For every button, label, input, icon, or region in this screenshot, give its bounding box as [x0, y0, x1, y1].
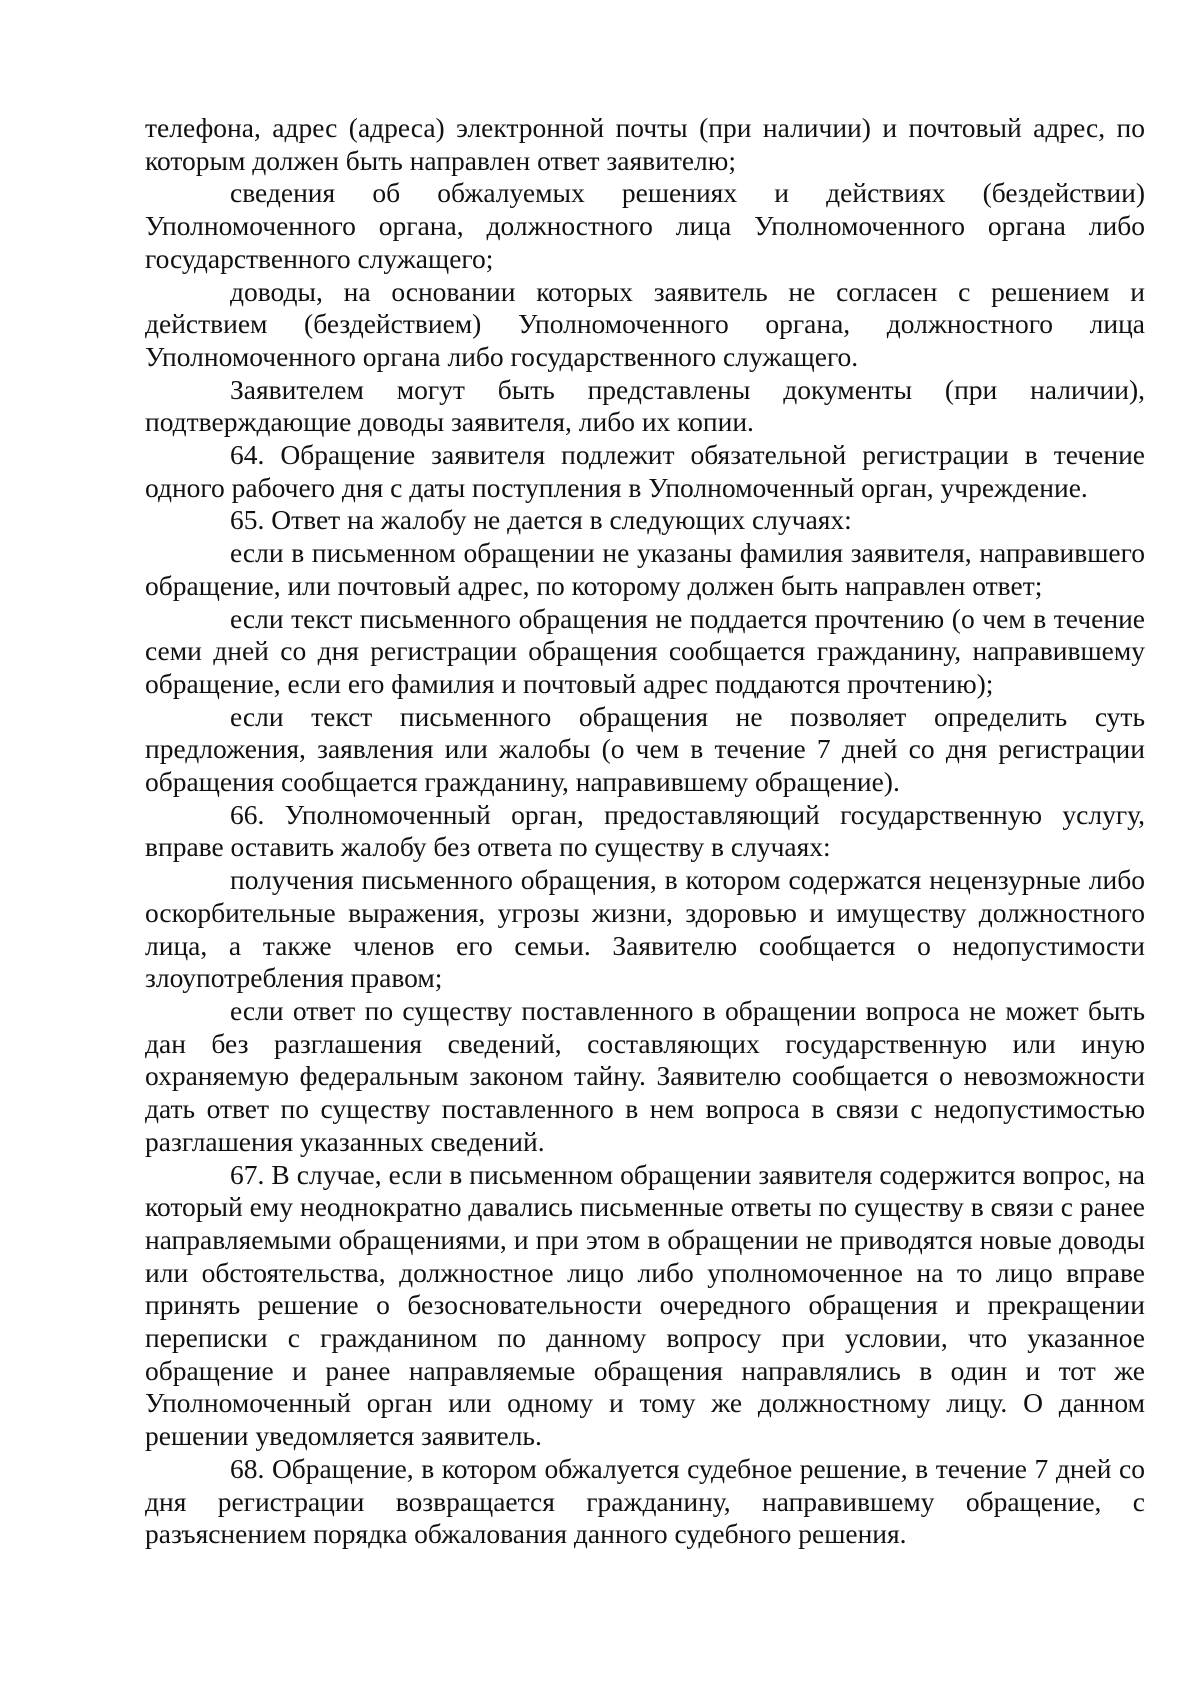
paragraph-68: 68. Обращение, в котором обжалуется судебное решение, в течение 7 дней со дня регистрации возвращается гражданину, направившему обращение, с разъяснением порядка обжалования данного судебного решения. — [145, 1452, 1145, 1550]
paragraph-documents: Заявителем могут быть представлены документы (при наличии), подтверждающие доводы заявителя, либо их копии. — [145, 373, 1145, 438]
paragraph-65-case-1: если в письменном обращении не указаны фамилия заявителя, направившего обращение, или почтовый адрес, по которому должен быть направлен ответ; — [145, 537, 1145, 601]
paragraph-66-case-1: получения письменного обращения, в котором содержатся нецензурные либо оскорбительные выражения, угрозы жизни, здоровью и имуществу должностного лица, а также членов его семьи. Заявителю сообщается о недопустимости злоупотребления правом; — [145, 864, 1145, 994]
paragraph-continuation: телефона, адрес (адреса) электронной почты (при наличии) и почтовый адрес, по которым должен быть направлен ответ заявителю; — [145, 112, 1145, 176]
document-page — [145, 112, 1145, 1551]
paragraph-64: 64. Обращение заявителя подлежит обязательной регистрации в течение одного рабочего дня с даты поступления в Уполномоченный орган, учреждение. — [145, 439, 1145, 503]
paragraph-67: 67. В случае, если в письменном обращении заявителя содержится вопрос, на который ему неоднократно давались письменные ответы по существу в связи с ранее направляемыми обращениями, и при этом в обращении не приводятся новые доводы или обстоятельства, должностное лицо либо уполномоченное на то лицо вправе принять решение о безосновательности очередного обращения и прекращении переписки с гражданином по данному вопросу при условии, что указанное обращение и ранее направляемые обращения направлялись в один и тот же Уполномоченный орган или одному и тому же должностному лицу. О данном решении уведомляется заявитель. — [145, 1158, 1145, 1452]
paragraph-65: 65. Ответ на жалобу не дается в следующих случаях: — [230, 504, 852, 536]
paragraph-66: 66. Уполномоченный орган, предоставляющий государственную услугу, вправе оставить жалобу без ответа по существу в случаях: — [145, 798, 1145, 863]
paragraph-66-case-2: если ответ по существу поставленного в обращении вопроса не может быть дан без разглашения сведений, составляющих государственную или иную охраняемую федеральным законом тайну. Заявителю сообщается о невозможности дать ответ по существу поставленного в нем вопроса в связи с недопустимостью разглашения указанных сведений. — [145, 994, 1145, 1157]
paragraph-65-case-2: если текст письменного обращения не поддается прочтению (о чем в течение семи дней со дня регистрации обращения сообщается гражданину, направившему обращение, если его фамилия и почтовый адрес поддаются прочтению); — [145, 602, 1145, 699]
paragraph-subject-info: сведения об обжалуемых решениях и действиях (бездействии) Уполномоченного органа, должностного лица Уполномоченного органа либо государственного служащего; — [145, 177, 1145, 274]
paragraph-65-case-3: если текст письменного обращения не позволяет определить суть предложения, заявления или жалобы (о чем в течение 7 дней со дня регистрации обращения сообщается гражданину, направившему обращение). — [145, 700, 1145, 798]
paragraph-arguments: доводы, на основании которых заявитель не согласен с решением и действием (бездействием) Уполномоченного органа, должностного лица Уполномоченного органа либо государственного служащего. — [145, 275, 1145, 372]
